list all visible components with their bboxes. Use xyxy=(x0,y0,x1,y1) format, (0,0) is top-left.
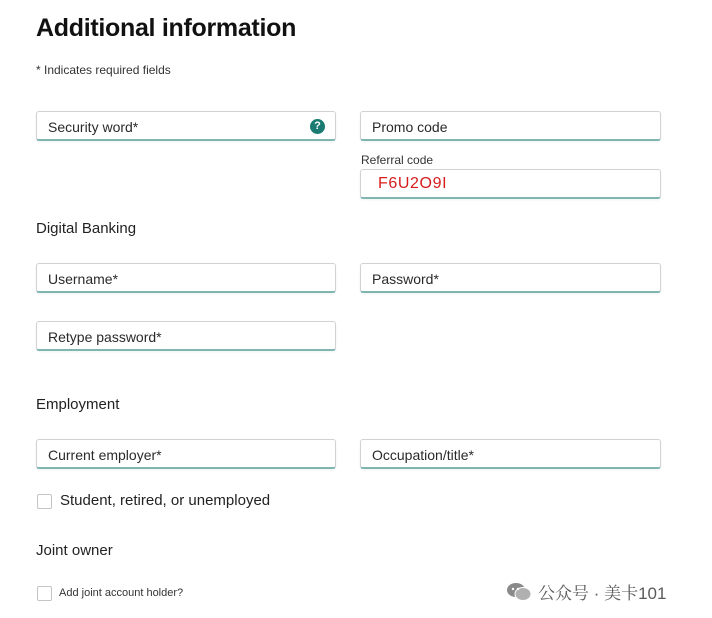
current-employer-placeholder: Current employer* xyxy=(48,447,162,463)
username-placeholder: Username* xyxy=(48,271,119,287)
retype-password-placeholder: Retype password* xyxy=(48,329,162,345)
question-circle-icon[interactable]: ? xyxy=(310,119,325,134)
referral-code-label: Referral code xyxy=(361,153,434,167)
referral-code-value: F6U2O9I xyxy=(378,175,448,192)
retype-password-field[interactable] xyxy=(36,321,336,351)
password-field[interactable] xyxy=(360,263,661,293)
page-title: Additional information xyxy=(36,14,297,42)
referral-code-field[interactable] xyxy=(360,169,661,199)
wechat-icon xyxy=(506,582,532,602)
digital-banking-heading: Digital Banking xyxy=(36,220,137,237)
password-placeholder: Password* xyxy=(372,271,439,287)
occupation-placeholder: Occupation/title* xyxy=(372,447,474,463)
student-checkbox[interactable] xyxy=(37,494,52,509)
joint-account-checkbox[interactable] xyxy=(37,586,52,601)
required-fields-note: * Indicates required fields xyxy=(36,63,171,77)
watermark xyxy=(506,579,666,604)
occupation-field[interactable] xyxy=(360,439,661,469)
current-employer-field[interactable] xyxy=(36,439,336,469)
joint-account-checkbox-label: Add joint account holder? xyxy=(59,587,184,599)
username-field[interactable] xyxy=(36,263,336,293)
security-word-placeholder: Security word* xyxy=(48,119,139,135)
employment-heading: Employment xyxy=(36,396,120,413)
security-word-field[interactable] xyxy=(36,111,336,141)
promo-code-field[interactable] xyxy=(360,111,661,141)
joint-owner-heading: Joint owner xyxy=(36,542,113,559)
promo-code-placeholder: Promo code xyxy=(372,119,448,135)
watermark-text: 公众号 · 美卡101 xyxy=(538,584,667,603)
student-checkbox-label: Student, retired, or unemployed xyxy=(60,492,271,509)
